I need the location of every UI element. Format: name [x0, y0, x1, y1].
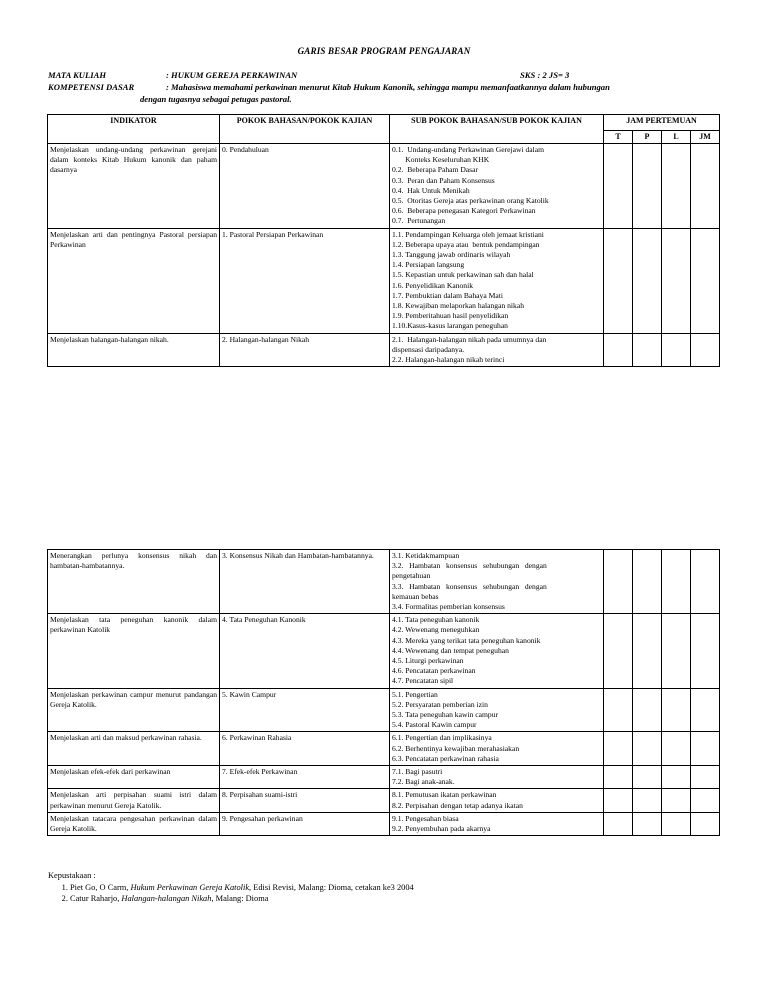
sub-pokok-item: 4.7. Pencatatan sipil [392, 676, 454, 686]
sub-pokok-item: 6.2. Berhentinya kewajiban merahasiakan [392, 743, 520, 753]
table-row [48, 614, 720, 688]
sub-pokok-item: 2.2. Halangan-halangan nikah terinci [392, 355, 505, 365]
jam-p-cell [633, 789, 662, 812]
sub-pokok-item: 3.2. Hambatan konsensus sehubungan dengan [392, 561, 547, 571]
reference-publication: , Malang: Dioma [211, 894, 269, 903]
sub-pokok-cell [390, 766, 604, 789]
sub-pokok-item: 6.1. Pengertian dan implikasinya [392, 733, 492, 743]
sub-pokok-item: kemauan bebas [392, 591, 439, 601]
reference-publication: , Edisi Revisi, Malang: Dioma, cetakan ke3 2004 [249, 882, 414, 892]
bibliography-label: Kepustakaan : [48, 871, 96, 880]
jam-p-cell [633, 766, 662, 789]
sub-pokok-item: 9.1. Pengesahan biasa [392, 813, 459, 823]
jam-t-cell [604, 789, 633, 812]
sub-pokok-cell [390, 228, 604, 333]
indikator-cell: Menjelaskan undang-undang perkawinan gerejani dalam konteks Kitab Hukum kanonik dan paham dasarnya [48, 144, 220, 229]
sub-pokok-item: 6.3. Pencatatan perkawinan rahasia [392, 753, 499, 763]
bibliography [48, 870, 414, 905]
sub-pokok-item: 0.6. Beberapa penegasan Kategori Perkawinan [392, 206, 536, 216]
sub-pokok-item: 3.3. Hambatan konsensus sehubungan dengan [392, 581, 547, 591]
mata-kuliah-value: : HUKUM GEREJA PERKAWINAN [166, 70, 298, 80]
header-pokok-bahasan: POKOK BAHASAN/POKOK KAJIAN [220, 115, 390, 144]
sks-info: SKS : 2 JS= 3 [520, 70, 570, 80]
jam-l-cell [662, 614, 691, 688]
header-t: T [604, 131, 633, 144]
pokok-bahasan-cell: 8. Perpisahan suami-istri [220, 789, 390, 812]
indikator-cell: Menjelaskan halangan-halangan nikah. [48, 333, 220, 367]
reference-item [70, 882, 414, 894]
table-row [48, 766, 720, 789]
jam-l-cell [662, 789, 691, 812]
sub-pokok-item: 0.3. Peran dan Paham Konsensus [392, 175, 495, 185]
table-row [48, 789, 720, 812]
sub-pokok-item: 0.5. Otoritas Gereja atas perkawinan orang Katolik [392, 196, 549, 206]
sub-pokok-item: 1.8. Kewajiban melaporkan halangan nikah [392, 301, 525, 311]
jam-jm-cell [691, 688, 720, 732]
pokok-bahasan-cell: 6. Perkawinan Rahasia [220, 732, 390, 766]
gbpp-table-bottom [47, 549, 720, 836]
document-title: GARIS BESAR PROGRAM PENGAJARAN [297, 46, 471, 56]
sub-pokok-item: 7.2. Bagi anak-anak. [392, 777, 455, 787]
jam-p-cell [633, 228, 662, 333]
reference-item [70, 893, 414, 905]
sub-pokok-item: 0.7. Pertunangan [392, 216, 446, 226]
jam-l-cell [662, 550, 691, 614]
sub-pokok-item: 5.3. Tata peneguhan kawin campur [392, 710, 499, 720]
table-row [48, 812, 720, 835]
jam-jm-cell [691, 789, 720, 812]
sub-pokok-item: 4.2. Wewenang meneguhkan [392, 625, 480, 635]
table-row [48, 688, 720, 732]
reference-author: Piet Go, O Carm, [70, 882, 131, 892]
sub-pokok-item: 0.2. Beberapa Paham Dasar [392, 165, 479, 175]
jam-t-cell [604, 614, 633, 688]
jam-l-cell [662, 144, 691, 229]
sub-pokok-cell [390, 614, 604, 688]
sub-pokok-item: 0.4. Hak Untuk Menikah [392, 185, 470, 195]
gbpp-table-top [47, 114, 720, 367]
table-row [48, 228, 720, 333]
table-row [48, 550, 720, 614]
kompetensi-value: : Mahasiswa memahami perkawinan menurut Kitab Hukum Kanonik, sehingga mampu memanfaatkannya dalam hubungan [166, 82, 610, 92]
sub-pokok-cell [390, 812, 604, 835]
header-p: P [633, 131, 662, 144]
reference-author: Catur Raharjo, [70, 894, 122, 903]
pokok-bahasan-cell: 9. Pengesahan perkawinan [220, 812, 390, 835]
header-l: L [662, 131, 691, 144]
table-row [48, 144, 720, 229]
reference-list [48, 882, 414, 905]
sub-pokok-item: pengetahuan [392, 571, 431, 581]
table-row [48, 732, 720, 766]
jam-l-cell [662, 688, 691, 732]
sub-pokok-cell [390, 144, 604, 229]
indikator-cell: Menjelaskan perkawinan campur menurut pandangan Gereja Katolik. [48, 688, 220, 732]
sub-pokok-item: 8.1. Pemutusan ikatan perkawinan [392, 790, 497, 800]
kompetensi-continuation: dengan tugasnya sebagai petugas pastoral. [140, 94, 292, 104]
jam-jm-cell [691, 550, 720, 614]
sub-pokok-item: 1.2. Beberapa upaya atau bentuk pendampingan [392, 239, 540, 249]
sub-pokok-item: 1.9. Pemberitahuan hasil penyelidikan [392, 311, 509, 321]
sub-pokok-item: dispensasi daripadanya. [392, 344, 465, 354]
jam-jm-cell [691, 333, 720, 367]
jam-p-cell [633, 732, 662, 766]
jam-t-cell [604, 228, 633, 333]
sub-pokok-item: 8.2. Perpisahan dengan tetap adanya ikatan [392, 800, 523, 810]
sub-pokok-cell [390, 550, 604, 614]
sub-pokok-item: 5.2. Persyaratan pemberian izin [392, 699, 488, 709]
jam-t-cell [604, 550, 633, 614]
indikator-cell: Menjelaskan tatacara pengesahan perkawinan dalam Gereja Katolik. [48, 812, 220, 835]
jam-p-cell [633, 812, 662, 835]
sub-pokok-item: 5.1. Pengertian [392, 689, 438, 699]
jam-jm-cell [691, 228, 720, 333]
jam-p-cell [633, 333, 662, 367]
header-jm: JM [691, 131, 720, 144]
jam-jm-cell [691, 766, 720, 789]
jam-jm-cell [691, 614, 720, 688]
pokok-bahasan-cell: 2. Halangan-halangan Nikah [220, 333, 390, 367]
indikator-cell: Menerangkan perlunya konsensus nikah dan hambatan-hambatannya. [48, 550, 220, 614]
sub-pokok-cell [390, 732, 604, 766]
jam-l-cell [662, 812, 691, 835]
sub-pokok-item: 1.4. Persiapan langsung [392, 260, 465, 270]
jam-p-cell [633, 550, 662, 614]
table-row [48, 333, 720, 367]
jam-l-cell [662, 333, 691, 367]
jam-jm-cell [691, 732, 720, 766]
sub-pokok-item: 1.5. Kepastian untuk perkawinan sah dan halal [392, 270, 534, 280]
jam-t-cell [604, 766, 633, 789]
sub-pokok-item: 4.1. Tata peneguhan kanonik [392, 615, 480, 625]
pokok-bahasan-cell: 7. Efek-efek Perkawinan [220, 766, 390, 789]
sub-pokok-item: 1.3. Tanggung jawab ordinaris wilayah [392, 250, 511, 260]
jam-t-cell [604, 688, 633, 732]
jam-jm-cell [691, 812, 720, 835]
header-sub-pokok: SUB POKOK BAHASAN/SUB POKOK KAJIAN [390, 115, 604, 144]
jam-p-cell [633, 688, 662, 732]
sub-pokok-item: 4.5. Liturgi perkawinan [392, 656, 464, 666]
jam-t-cell [604, 732, 633, 766]
jam-t-cell [604, 144, 633, 229]
sub-pokok-cell [390, 789, 604, 812]
indikator-cell: Menjelaskan tata peneguhan kanonik dalam perkawinan Katolik [48, 614, 220, 688]
jam-l-cell [662, 732, 691, 766]
sub-pokok-item: 4.6. Pencatatan perkawinan [392, 666, 476, 676]
sub-pokok-item: 3.4. Formalitas pemberian konsensus [392, 602, 505, 612]
kompetensi-label: KOMPETENSI DASAR [48, 82, 135, 92]
header-indikator: INDIKATOR [48, 115, 220, 144]
sub-pokok-item: 4.3. Mereka yang terikat tata peneguhan kanonik [392, 635, 541, 645]
jam-jm-cell [691, 144, 720, 229]
indikator-cell: Menjelaskan arti perpisahan suami istri dalam perkawinan menurut Gereja Katolik. [48, 789, 220, 812]
sub-pokok-item: 0.1. Undang-undang Perkawinan Gerejawi dalam [392, 145, 545, 154]
jam-t-cell [604, 812, 633, 835]
jam-l-cell [662, 766, 691, 789]
sub-pokok-item: 2.1. Halangan-halangan nikah pada umumnya dan [392, 334, 547, 344]
jam-l-cell [662, 228, 691, 333]
reference-title: Halangan-halangan Nikah [121, 894, 212, 903]
sub-pokok-item: 9.2. Penyembuhan pada akarnya [392, 824, 491, 834]
indikator-cell: Menjelaskan arti dan maksud perkawinan rahasia. [48, 732, 220, 766]
jam-p-cell [633, 144, 662, 229]
sub-pokok-item: Konteks Keseluruhan KHK [392, 155, 490, 165]
sub-pokok-item: 1.7. Pembuktian dalam Bahaya Mati [392, 290, 503, 300]
sub-pokok-cell [390, 333, 604, 367]
sub-pokok-item: 1.10.Kasus-kasus larangan peneguhan [392, 321, 508, 331]
mata-kuliah-label: MATA KULIAH [48, 70, 107, 80]
sub-pokok-item: 1.6. Penyelidikan Kanonik [392, 280, 473, 290]
pokok-bahasan-cell: 5. Kawin Campur [220, 688, 390, 732]
header-jam-pertemuan: JAM PERTEMUAN [604, 115, 720, 131]
jam-t-cell [604, 333, 633, 367]
sub-pokok-item: 3.1. Ketidakmampuan [392, 551, 460, 560]
indikator-cell: Menjelaskan efek-efek dari perkawinan [48, 766, 220, 789]
pokok-bahasan-cell: 0. Pendahuluan [220, 144, 390, 229]
sub-pokok-item: 7.1. Bagi pasutri [392, 767, 443, 777]
pokok-bahasan-cell: 4. Tata Peneguhan Kanonik [220, 614, 390, 688]
pokok-bahasan-cell: 1. Pastoral Persiapan Perkawinan [220, 228, 390, 333]
indikator-cell: Menjelaskan arti dan pentingnya Pastoral persiapan Perkawinan [48, 228, 220, 333]
sub-pokok-item: 4.4. Wewenang dan tempat peneguhan [392, 645, 509, 655]
sub-pokok-item: 5.4. Pastoral Kawin campur [392, 720, 477, 730]
jam-p-cell [633, 614, 662, 688]
reference-title: Hukum Perkawinan Gereja Katolik [130, 882, 250, 892]
sub-pokok-cell [390, 688, 604, 732]
pokok-bahasan-cell: 3. Konsensus Nikah dan Hambatan-hambatannya. [220, 550, 390, 614]
sub-pokok-item: 1.1. Pendampingan Keluarga oleh jemaat kristiani [392, 229, 544, 239]
